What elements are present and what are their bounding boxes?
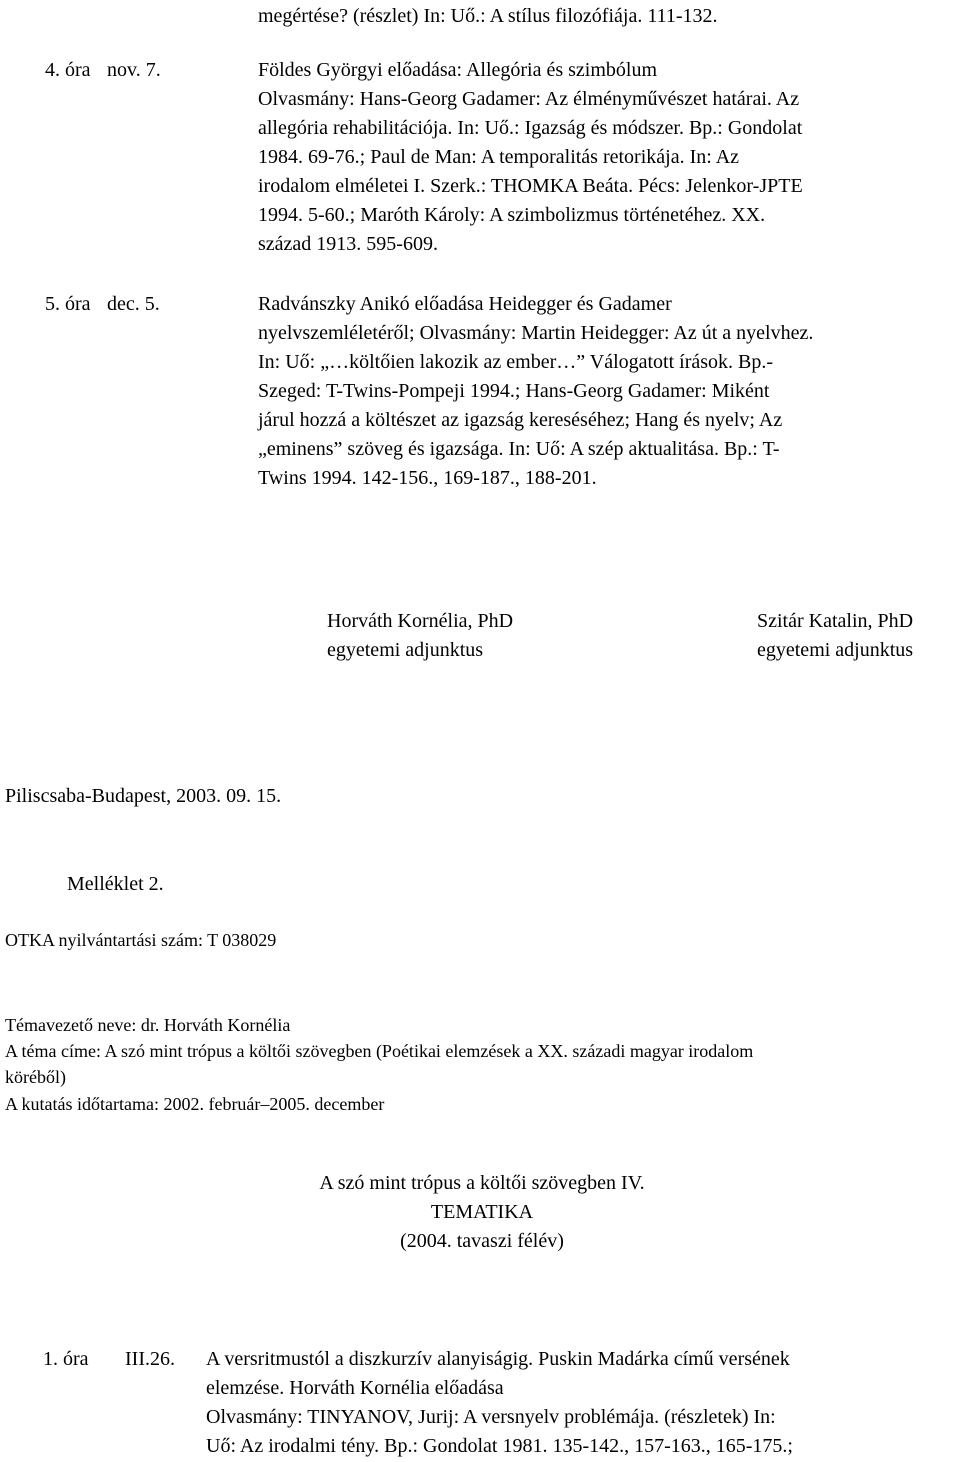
session-date: III.26. xyxy=(125,1348,175,1370)
session-text-line: Olvasmány: Hans-Georg Gadamer: Az élményművészet határai. Az xyxy=(258,88,800,110)
session-description xyxy=(206,1345,793,1461)
session-number: 1. óra xyxy=(43,1348,89,1370)
session-text-line: század 1913. 595-609. xyxy=(258,233,438,255)
project-duration: A kutatás időtartama: 2002. február–2005. december xyxy=(5,1094,385,1114)
signatory-title: egyetemi adjunktus xyxy=(757,639,914,661)
session-text-line: A versritmustól a diszkurzív alanyiságig. Puskin Madárka című versének xyxy=(206,1348,790,1370)
session-date: dec. 5. xyxy=(107,293,160,315)
project-topic-cont: köréből) xyxy=(5,1067,66,1087)
session-text-line: Uő: Az irodalmi tény. Bp.: Gondolat 1981. 135-142., 157-163., 165-175.; xyxy=(206,1435,793,1457)
session-text-line: Szeged: T-Twins-Pompeji 1994.; Hans-Georg Gadamer: Miként xyxy=(258,380,770,402)
syllabus-subtitle: TEMATIKA xyxy=(430,1201,534,1223)
session-text-line: 1984. 69-76.; Paul de Man: A temporalitás retorikája. In: Az xyxy=(258,146,740,168)
session-date: nov. 7. xyxy=(107,59,161,81)
place-date: Piliscsaba-Budapest, 2003. 09. 15. xyxy=(5,785,282,807)
session-text-line: nyelvszemléletéről; Olvasmány: Martin Heidegger: Az út a nyelvhez. xyxy=(258,322,814,344)
project-topic: A téma címe: A szó mint trópus a költői szövegben (Poétikai elemzések a XX. századi magyar irodalom xyxy=(5,1041,754,1061)
session-description xyxy=(258,290,813,493)
session-text-line: Földes Györgyi előadása: Allegória és szimbólum xyxy=(258,59,658,81)
project-leader: Témavezető neve: dr. Horváth Kornélia xyxy=(5,1015,291,1035)
signatory-title: egyetemi adjunktus xyxy=(327,639,484,661)
signature-left xyxy=(327,607,513,665)
otka-number: OTKA nyilvántartási szám: T 038029 xyxy=(5,930,277,950)
session-number: 4. óra xyxy=(45,59,91,81)
session-text-line: Olvasmány: TINYANOV, Jurij: A versnyelv problémája. (részletek) In: xyxy=(206,1406,776,1428)
session-description xyxy=(258,56,803,259)
signatory-name: Szitár Katalin, PhD xyxy=(757,610,914,632)
syllabus-title: A szó mint trópus a költői szövegben IV. xyxy=(319,1172,645,1194)
session-text-line: irodalom elméletei I. Szerk.: THOMKA Beáta. Pécs: Jelenkor-JPTE xyxy=(258,175,803,197)
signatory-name: Horváth Kornélia, PhD xyxy=(327,610,514,632)
session-number: 5. óra xyxy=(45,293,91,315)
session-text-line: allegória rehabilitációja. In: Uő.: Igazság és módszer. Bp.: Gondolat xyxy=(258,117,803,139)
session-text-line: elemzése. Horváth Kornélia előadása xyxy=(206,1377,504,1399)
session-text-line: In: Uő: „…költőien lakozik az ember…” Válogatott írások. Bp.- xyxy=(258,351,774,373)
session-text-line: járul hozzá a költészet az igazság kereséséhez; Hang és nyelv; Az xyxy=(258,409,783,431)
syllabus-term: (2004. tavaszi félév) xyxy=(400,1230,564,1252)
attachment-label: Melléklet 2. xyxy=(67,873,164,895)
session-text-line: Twins 1994. 142-156., 169-187., 188-201. xyxy=(258,467,597,489)
session-text-line: Radvánszky Anikó előadása Heidegger és Gadamer xyxy=(258,293,672,315)
syllabus-heading xyxy=(182,1169,782,1256)
session-text-line: „eminens” szöveg és igazsága. In: Uő: A szép aktualitása. Bp.: T- xyxy=(258,438,780,460)
continuation-line: megértése? (részlet) In: Uő.: A stílus filozófiája. 111-132. xyxy=(258,5,718,27)
signature-right xyxy=(757,607,913,665)
session-text-line: 1994. 5-60.; Maróth Károly: A szimbolizmus történetéhez. XX. xyxy=(258,204,766,226)
